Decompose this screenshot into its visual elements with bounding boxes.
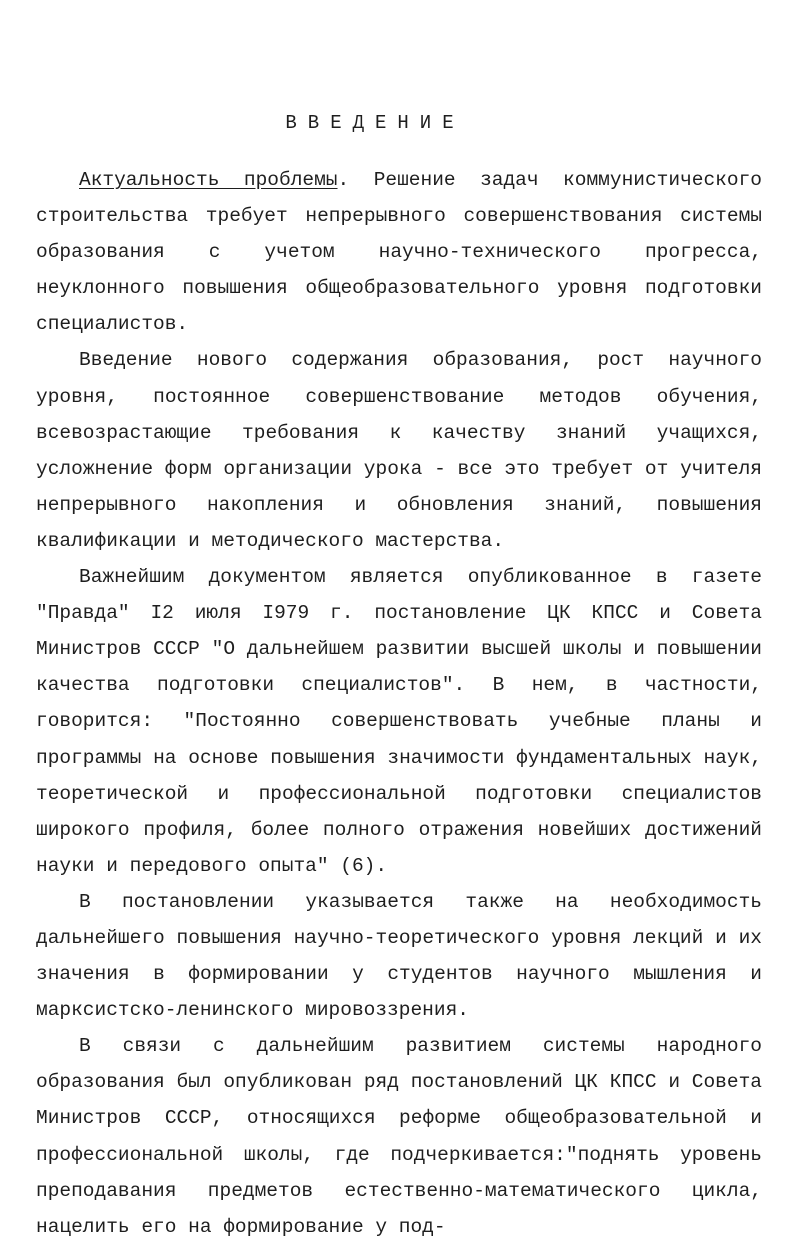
paragraph-text: . Решение задач коммунистического строительства требует непрерывного совершенствования системы образования с учетом научно-технического прогресса, неуклонного повышения общеобразовательного уровня подготовки специалистов.: [36, 169, 762, 336]
paragraph-5: В связи с дальнейшим развитием системы народного образования был опубликован ряд постановлений ЦК КПСС и Совета Министров СССР, относящихся реформе общеобразовательной и профессиональной школы, где подчеркивается:"поднять уровень преподавания предметов естественно-математического цикла, нацелить его на формирование у под-: [36, 1035, 762, 1238]
paragraph-lead: Актуальность проблемы: [79, 169, 338, 191]
paragraph-2: Введение нового содержания образования, рост научного уровня, постоянное совершенствование методов обучения, всевозрастающие требования к качеству знаний учащихся, усложнение форм организации урока - все это требует от учителя непрерывного накопления и обновления знаний, повышения квалификации и методического мастерства.: [36, 349, 762, 552]
paragraph-3: Важнейшим документом является опубликованное в газете "Правда" I2 июля I979 г. постановление ЦК КПСС и Совета Министров СССР "О дальнейшем развитии высшей школы и повышении качества подготовки специалистов". В нем, в частности, говорится: "Постоянно совершенствовать учебные планы и программы на основе повышения значимости фундаментальных наук, теоретической и профессиональной подготовки специалистов широкого профиля, более полного отражения новейших достижений науки и передового опыта" (6).: [36, 566, 762, 877]
body-text: [36, 162, 762, 1245]
paragraph-1: [36, 162, 762, 342]
page-title: ВВЕДЕНИЕ: [285, 112, 465, 134]
paragraph-4: В постановлении указывается также на необходимость дальнейшего повышения научно-теоретического уровня лекций и их значения в формировании у студентов научного мышления и марксистско-ленинского мировоззрения.: [36, 890, 762, 1022]
